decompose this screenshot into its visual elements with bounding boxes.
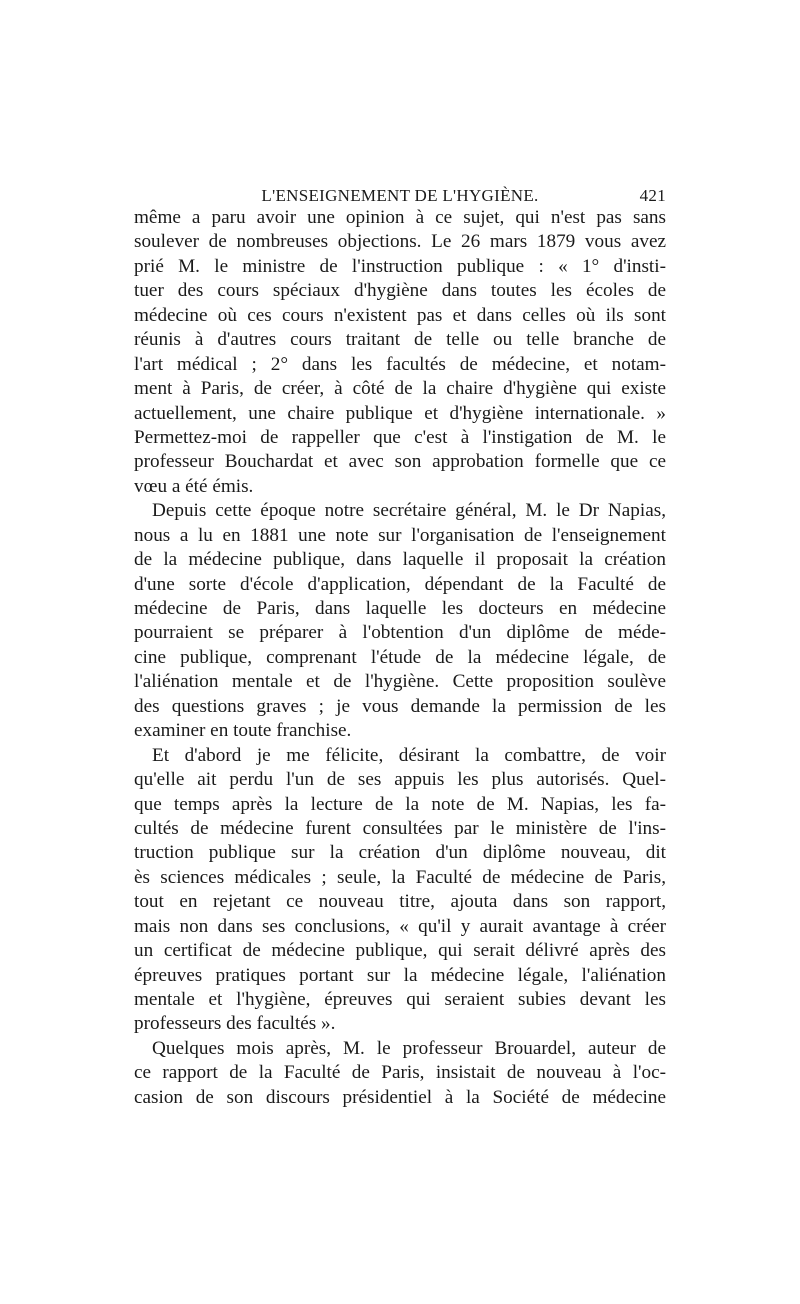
text-line: médecine où ces cours n'existent pas et dans celles où ils sont [134,304,666,326]
text-line: examiner en toute franchise. [134,720,352,742]
text-line: mais non dans ses conclusions, « qu'il y aurait avantage à créer [134,915,666,937]
text-line: casion de son discours présidentiel à la Société de médecine [134,1086,666,1108]
text-line: cine publique, comprenant l'étude de la médecine légale, de [134,646,666,668]
text-line: Quelques mois après, M. le professeur Brouardel, auteur de [152,1037,666,1059]
text-line: Et d'abord je me félicite, désirant la combattre, de voir [152,744,666,766]
text-line: épreuves pratiques portant sur la médecine légale, l'aliénation [134,964,666,986]
text-line: de la médecine publique, dans laquelle il proposait la création [134,549,666,571]
text-line: des questions graves ; je vous demande la permission de les [134,695,666,717]
page-number: 421 [639,186,666,205]
text-line: d'une sorte d'école d'application, dépendant de la Faculté de [134,573,666,595]
text-line: Permettez-moi de rappeller que c'est à l'instigation de M. le [134,426,666,448]
text-line: qu'elle ait perdu l'un de ses appuis les plus autorisés. Quel- [134,769,666,791]
text-line: l'aliénation mentale et de l'hygiène. Cette proposition soulève [134,671,666,693]
text-line: même a paru avoir une opinion à ce sujet, qui n'est pas sans [134,207,666,228]
text-line: ment à Paris, de créer, à côté de la chaire d'hygiène qui existe [134,378,666,400]
text-line: soulever de nombreuses objections. Le 26 mars 1879 vous avez [134,231,666,253]
text-line: médecine de Paris, dans laquelle les docteurs en médecine [134,598,666,619]
text-line: réunis à d'autres cours traitant de telle ou telle branche de [134,329,666,351]
text-line: tout en rejetant ce nouveau titre, ajouta dans son rapport, [134,891,666,913]
text-line: nous a lu en 1881 une note sur l'organisation de l'enseignement [134,524,666,546]
text-line: ès sciences médicales ; seule, la Faculté de médecine de Paris, [134,866,666,888]
text-line: pourraient se préparer à l'obtention d'un diplôme de méde- [134,622,666,644]
text-line: tuer des cours spéciaux d'hygiène dans toutes les écoles de [134,280,666,302]
body-text [134,206,666,1110]
text-line: professeurs des facultés ». [134,1013,336,1035]
text-line: Depuis cette époque notre secrétaire général, M. le Dr Napias, [152,500,666,522]
text-line: professeur Bouchardat et avec son approbation formelle que ce [134,451,666,473]
text-line: truction publique sur la création d'un diplôme nouveau, dit [134,842,666,864]
text-line: actuellement, une chaire publique et d'hygiène internationale. » [134,402,666,424]
running-title: L'ENSEIGNEMENT DE L'HYGIÈNE. [261,186,539,205]
text-line: que temps après la lecture de la note de M. Napias, les fa- [134,793,666,815]
text-line: mentale et l'hygiène, épreuves qui seraient subies devant les [134,989,666,1010]
text-line: l'art médical ; 2° dans les facultés de médecine, et notam- [134,353,666,375]
text-line: vœu a été émis. [134,475,254,497]
text-line: cultés de médecine furent consultées par le ministère de l'ins- [134,817,666,839]
text-line: prié M. le ministre de l'instruction publique : « 1° d'insti- [134,255,666,277]
text-line: ce rapport de la Faculté de Paris, insistait de nouveau à l'oc- [134,1062,666,1084]
text-line: un certificat de médecine publique, qui serait délivré après des [134,940,666,962]
